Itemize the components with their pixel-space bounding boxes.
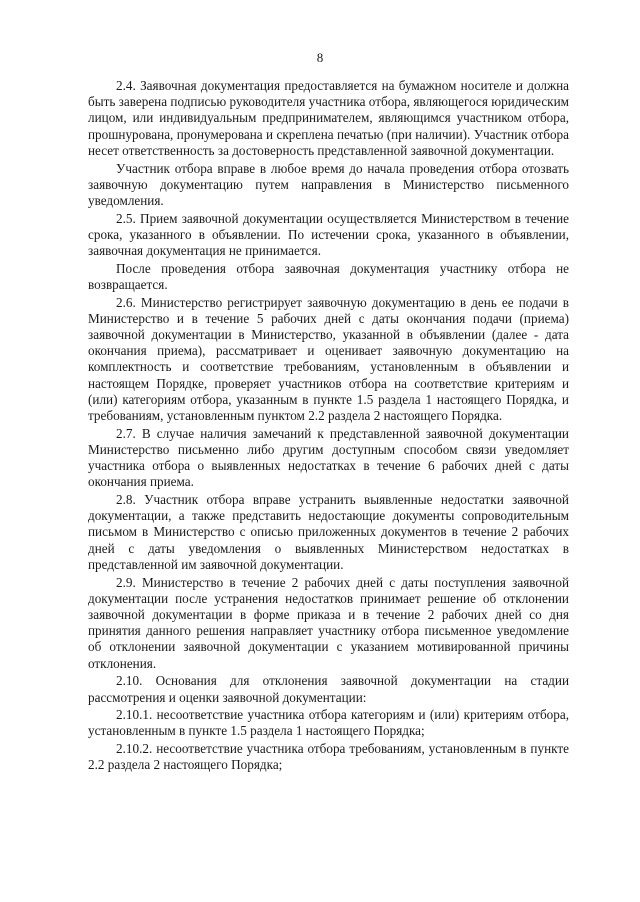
paragraph-2-4-withdrawal: Участник отбора вправе в любое время до начала проведения отбора отозвать заявочную документацию путем направления в Министерство письменного уведомления. — [88, 160, 569, 208]
paragraph-2-9: 2.9. Министерство в течение 2 рабочих дней с даты поступления заявочной документации после устранения недостатков принимает решение об отклонении заявочной документации в форме приказа и в течение 2 рабочих дней со дня принятия данного решения направляет участнику отбора письменное уведомление об отклонении заявочной документации с указанием мотивированной причины отклонения. — [88, 574, 569, 671]
document-body — [88, 78, 569, 775]
page-number: 8 — [316, 50, 324, 65]
paragraph-2-8: 2.8. Участник отбора вправе устранить выявленные недостатки заявочной документации, а также представить недостающие документы сопроводительным письмом в Министерство с описью приложенных документов в течение 2 рабочих дней с даты уведомления о выявленных Министерством недостатках в представленной им заявочной документации. — [88, 492, 569, 572]
paragraph-2-4: 2.4. Заявочная документация предоставляется на бумажном носителе и должна быть заверена подписью руководителя участника отбора, являющегося юридическим лицом, или индивидуальным предпринимателем, являющимся участником отбора, прошнурована, пронумерована и скреплена печатью (при наличии). Участник отбора несет ответственность за достоверность представленной заявочной документации. — [88, 78, 569, 158]
paragraph-2-10-1: 2.10.1. несоответствие участника отбора категориям и (или) критериям отбора, установленным в пункте 1.5 раздела 1 настоящего Порядка; — [88, 707, 569, 739]
paragraph-2-6: 2.6. Министерство регистрирует заявочную документацию в день ее подачи в Министерство и в течение 5 рабочих дней с даты окончания подачи (приема) заявочной документации в Министерство, указанной в объявлении (далее - дата окончания приема), рассматривает и оценивает заявочную документацию на комплектность и соответствие требованиям, установленным в объявлении и настоящем Порядке, проверяет участников отбора на соответствие критериям и (или) категориям отбора, указанным в пункте 1.5 раздела 1 настоящего Порядка, и требованиям, установленным пунктом 2.2 раздела 2 настоящего Порядка. — [88, 294, 569, 424]
paragraph-2-5: 2.5. Прием заявочной документации осуществляется Министерством в течение срока, указанного в объявлении. По истечении срока, указанного в объявлении, заявочная документация не принимается. — [88, 210, 569, 259]
paragraph-2-10: 2.10. Основания для отклонения заявочной документации на стадии рассмотрения и оценки заявочной документации: — [88, 673, 569, 705]
paragraph-2-7: 2.7. В случае наличия замечаний к представленной заявочной документации Министерство письменно либо другим доступным способом связи уведомляет участника отбора о выявленных недостатках в течение 6 рабочих дней с даты окончания приема. — [88, 425, 569, 490]
paragraph-2-10-2: 2.10.2. несоответствие участника отбора требованиям, установленным в пункте 2.2 раздела 2 настоящего Порядка; — [88, 741, 569, 773]
paragraph-2-5-no-return: После проведения отбора заявочная документация участнику отбора не возвращается. — [88, 260, 569, 292]
